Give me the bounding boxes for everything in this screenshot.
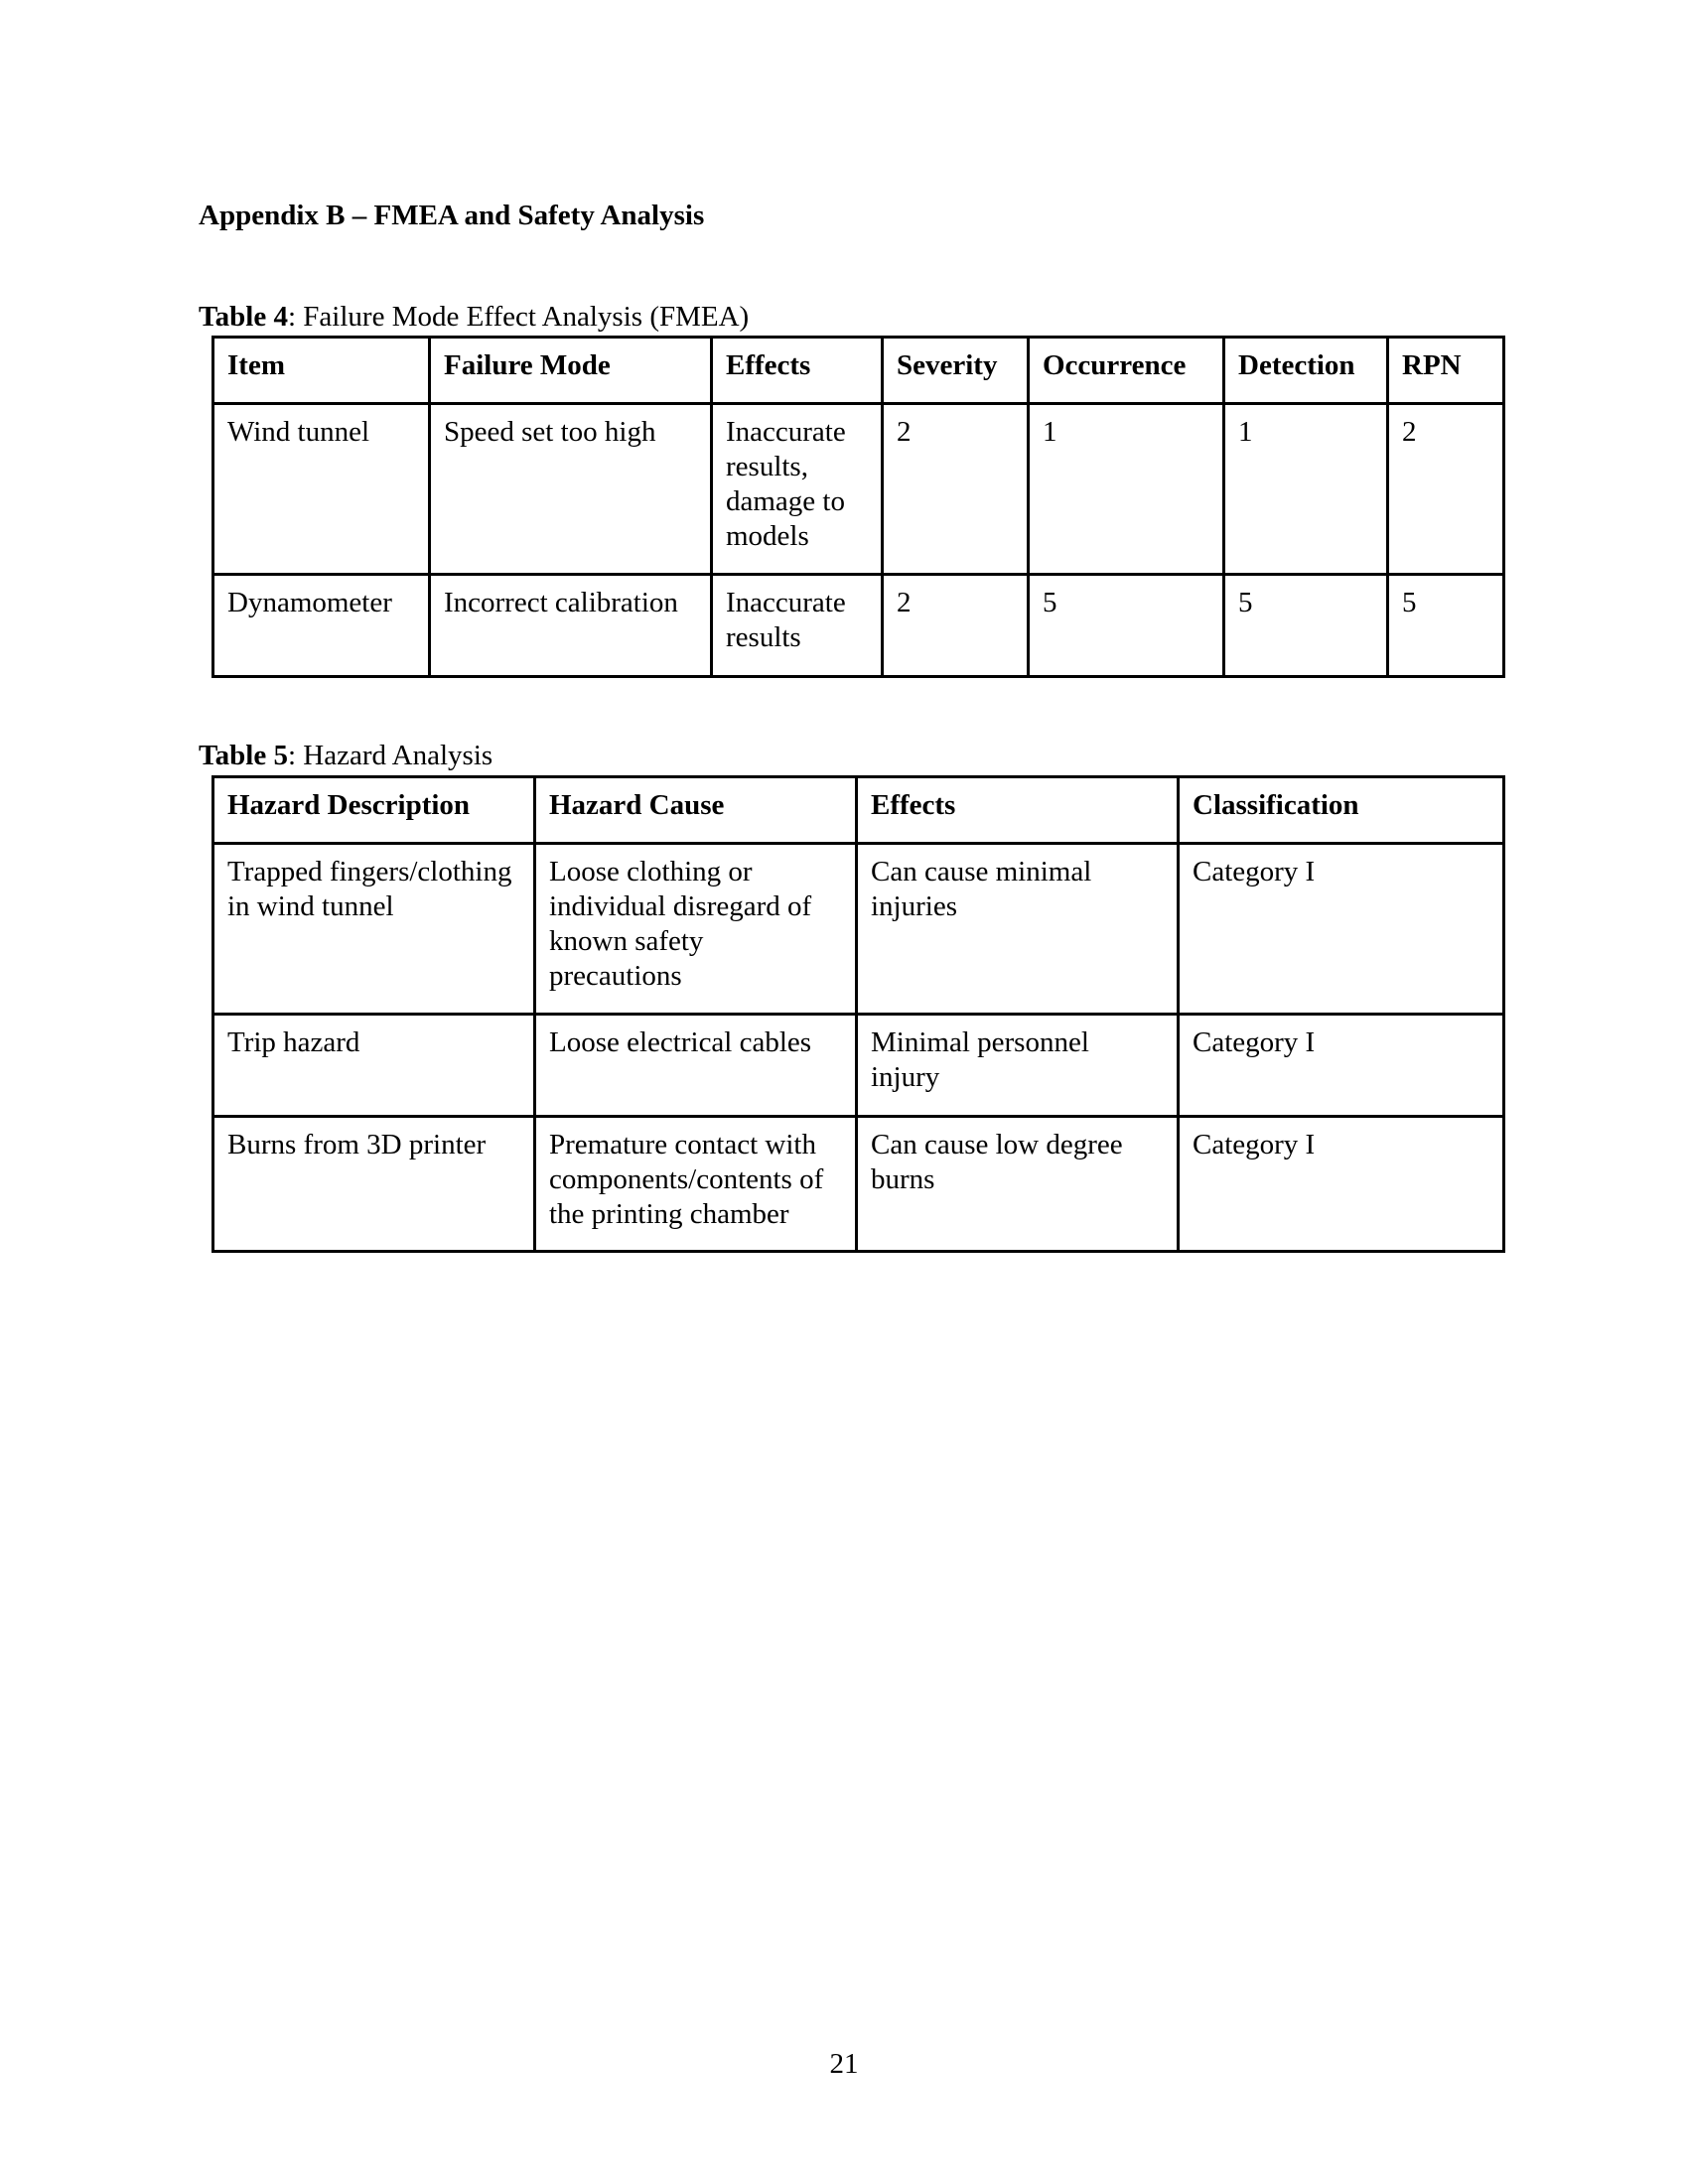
table4-caption-label: Table 4 bbox=[199, 301, 288, 333]
fmea-cell-occurrence: 5 bbox=[1029, 575, 1224, 677]
fmea-header-rpn: RPN bbox=[1388, 338, 1504, 404]
fmea-cell-severity: 2 bbox=[883, 575, 1029, 677]
fmea-header-detection: Detection bbox=[1224, 338, 1388, 404]
fmea-header-failure-mode: Failure Mode bbox=[430, 338, 712, 404]
fmea-cell-rpn: 2 bbox=[1388, 404, 1504, 575]
fmea-header-severity: Severity bbox=[883, 338, 1029, 404]
hazard-cell-cause: Loose clothing or individual disregard of known safety precautions bbox=[535, 844, 857, 1015]
fmea-cell-failure-mode: Speed set too high bbox=[430, 404, 712, 575]
fmea-cell-detection: 1 bbox=[1224, 404, 1388, 575]
fmea-cell-item: Wind tunnel bbox=[213, 404, 430, 575]
fmea-cell-item: Dynamometer bbox=[213, 575, 430, 677]
hazard-cell-effects: Can cause low degree burns bbox=[857, 1117, 1179, 1252]
hazard-cell-effects: Minimal personnel injury bbox=[857, 1015, 1179, 1117]
table-row bbox=[213, 575, 1504, 677]
table-row bbox=[213, 404, 1504, 575]
hazard-header-row bbox=[213, 777, 1504, 844]
hazard-header-classification: Classification bbox=[1179, 777, 1504, 844]
hazard-cell-effects: Can cause minimal injuries bbox=[857, 844, 1179, 1015]
hazard-header-description: Hazard Description bbox=[213, 777, 535, 844]
hazard-cell-classification: Category I bbox=[1179, 1015, 1504, 1117]
fmea-header-row bbox=[213, 338, 1504, 404]
fmea-header-occurrence: Occurrence bbox=[1029, 338, 1224, 404]
table4-caption-text: : Failure Mode Effect Analysis (FMEA) bbox=[288, 301, 750, 333]
fmea-table bbox=[211, 336, 1505, 678]
hazard-cell-description: Trip hazard bbox=[213, 1015, 535, 1117]
hazard-header-effects: Effects bbox=[857, 777, 1179, 844]
hazard-header-cause: Hazard Cause bbox=[535, 777, 857, 844]
table-row bbox=[213, 844, 1504, 1015]
table5-caption bbox=[199, 740, 492, 772]
table5-caption-text: : Hazard Analysis bbox=[288, 740, 493, 771]
fmea-cell-effects: Inaccurate results bbox=[712, 575, 883, 677]
hazard-cell-description: Trapped fingers/clothing in wind tunnel bbox=[213, 844, 535, 1015]
page-number: 21 bbox=[829, 2048, 859, 2080]
fmea-cell-failure-mode: Incorrect calibration bbox=[430, 575, 712, 677]
appendix-heading: Appendix B – FMEA and Safety Analysis bbox=[199, 200, 705, 231]
table-row bbox=[213, 1015, 1504, 1117]
table5-caption-label: Table 5 bbox=[199, 740, 288, 771]
hazard-cell-classification: Category I bbox=[1179, 1117, 1504, 1252]
fmea-header-item: Item bbox=[213, 338, 430, 404]
table-row bbox=[213, 1117, 1504, 1252]
hazard-cell-cause: Loose electrical cables bbox=[535, 1015, 857, 1117]
fmea-header-effects: Effects bbox=[712, 338, 883, 404]
table4-caption bbox=[199, 301, 749, 334]
fmea-cell-rpn: 5 bbox=[1388, 575, 1504, 677]
fmea-cell-occurrence: 1 bbox=[1029, 404, 1224, 575]
fmea-cell-detection: 5 bbox=[1224, 575, 1388, 677]
hazard-cell-classification: Category I bbox=[1179, 844, 1504, 1015]
fmea-cell-effects: Inaccurate results, damage to models bbox=[712, 404, 883, 575]
fmea-cell-severity: 2 bbox=[883, 404, 1029, 575]
hazard-cell-description: Burns from 3D printer bbox=[213, 1117, 535, 1252]
hazard-cell-cause: Premature contact with components/contents of the printing chamber bbox=[535, 1117, 857, 1252]
hazard-table bbox=[211, 775, 1505, 1253]
